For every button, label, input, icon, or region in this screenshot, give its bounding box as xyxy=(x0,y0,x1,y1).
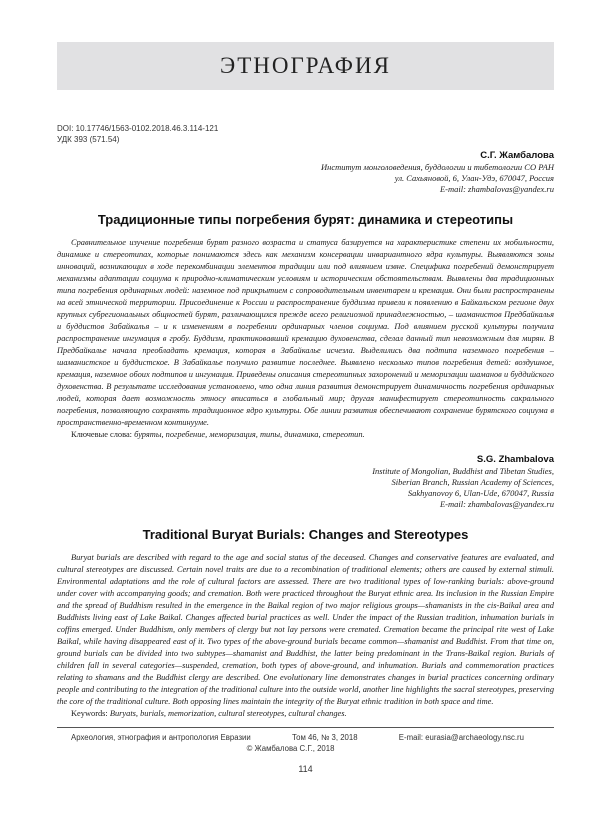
keywords-ru-list: буряты, погребение, меморизация, типы, динамика, стереотип. xyxy=(134,430,365,439)
author-name-en: S.G. Zhambalova xyxy=(476,454,554,465)
author-block-en xyxy=(57,454,554,510)
abstract-ru: Сравнительное изучение погребения бурят разного возраста и статуса базируется на характеристике степени их мобильности, динамике и стереотипах, которые понимаются здесь как механизм консервации инвариантного ядра культуры. Выявляются зоны инноваций, возникающих в ходе перекомбинации элементов традиции или под влиянием извне. Специфика погребений демонстрирует механизмы адаптации социума к природно-климатическим условиям и историческим обстоятельствам. Выявлены два традиционных типа погребения ординарных людей: наземное под прикрытием с сопроводительным инвентарем и кремация. Они были распространены на всей этнической территории. Присоединение к России и распространение буддизма привели к появлению в Байкальском регионе двух крупных субрегиональных общностей бурят, различающихся прежде всего религиозной принадлежностью, – шаманистов Предбайкалья и буддистов Забайкалья – и к изменениям в погребении ординарных членов социума. Под влиянием русской культуры получила распространение ингумация в гробу. Буддизм, практиковавший кремацию духовенства, сделал данный тип невозможным для мирян. В Предбайкалье начала преобладать кремация, которая в Забайкалье исчезла. Выделились два подтипа наземного погребения – шаманистское и буддистское. В Забайкалье получило развитие последнее. Выявлено несколько типов погребения детей: воздушное, кремация, наземное обоих подтипов и ингумация. Приведены описания стереотипных захоронений и меморизации шаманов и буддийского духовенства. В результате исследования установлено, что одна линия развития демонстрирует динамичность погребения ординарных людей, которая дает возможность этносу вписаться в глобальный мир; другая манифестирует стереотипность сакрального погребения, позволяющую сохранять традиционное ядро культуры. Обе линии развития обеспечивают сохранение бурятского социума в пространственно-временном континууме. xyxy=(57,238,554,427)
author-email-en: E-mail: zhambalovas@yandex.ru xyxy=(439,499,554,509)
affiliation-en-line-3: Sakhyanovoy 6, Ulan-Ude, 670047, Russia xyxy=(407,488,554,498)
affiliation-ru-line-2: ул. Сахьяновой, 6, Улан-Удэ, 670047, Россия xyxy=(394,173,554,183)
section-banner-label: ЭТНОГРАФИЯ xyxy=(220,53,391,78)
footer-journal-title: Археология, этнография и антропология Евразии xyxy=(71,733,251,742)
keywords-en-label: Keywords: xyxy=(71,709,108,718)
author-block-ru xyxy=(57,150,554,195)
footer-journal-line xyxy=(57,732,554,743)
author-name-ru: С.Г. Жамбалова xyxy=(480,150,554,161)
keywords-en-list: Buryats, burials, memorization, cultural stereotypes, cultural changes. xyxy=(109,709,347,718)
affiliation-en-line-2: Siberian Branch, Russian Academy of Sciences, xyxy=(391,477,554,487)
abstract-en: Buryat burials are described with regard to the age and social status of the deceased. Changes and conservative features are evaluated, and cultural stereotypes are discussed. Certain novel traits are due to a recombination of traditional elements; others are caused by external stimuli. Environmental adaptations and the role of cultural factors are assessed. There are two traditional types of low-ranking burials: above-ground under cover with accompanying goods; and cremation. Both were practiced throughout the Buryat ethnic area. Its inclusion in the Russian Empire and the spread of Buddhism resulted in the emergence in the Baikal region of two major religious groups—shamanists in the cis-Baikal area and Buddhists living east of Lake Baikal. Changes affected burial practices as well. Under the impact of the Russian tradition, inhumation burials in coffins emerged. Under Buddhism, only members of clergy but not lay persons were cremated. Cremation became the principal rite west of Lake Baikal, while having disappeared east of it. Two types of the above-ground burials became common—shamanist and Buddhist. From that time on, ground burials can be divided into two subtypes—shamanist and Buddhist, the latter being predominant in the Trans-Baikal region. Burials of children fall in several categories—suspended, cremation, both types of above-ground, and inhumation. Burials and commemoration practices relating to shamans and the Buddhist clergy are described. One evolutionary line demonstrates changes in burial practices concerning ordinary people and contributing to the integration of the traditional culture into the outside world, another line highlights the sacral stereotypes, preserving the core of the traditional culture. Both opposing lines maintain the integrity of the Buryat ethnic tradition in both space and time. xyxy=(57,553,554,706)
page-content xyxy=(57,42,554,774)
keywords-ru-label: Ключевые слова: xyxy=(71,430,132,439)
keywords-ru xyxy=(57,429,554,441)
footer-divider xyxy=(57,727,554,728)
page-number: 114 xyxy=(298,764,313,774)
footer-issue: Том 46, № 3, 2018 xyxy=(291,733,358,742)
affiliation-ru-line-1: Институт монголоведения, буддологии и тибетологии СО РАН xyxy=(320,162,554,172)
udk-line: УДК 393 (571.54) xyxy=(57,135,120,144)
keywords-en xyxy=(57,708,554,720)
author-email-ru: E-mail: zhambalovas@yandex.ru xyxy=(439,184,554,194)
footer-email: E-mail: eurasia@archaeology.nsc.ru xyxy=(398,733,524,742)
doi-line: DOI: 10.17746/1563-0102.2018.46.3.114-121 xyxy=(57,124,219,133)
article-title-en: Traditional Buryat Burials: Changes and Stereotypes xyxy=(142,527,469,542)
article-meta xyxy=(57,123,554,145)
article-title-ru: Традиционные типы погребения бурят: динамика и стереотипы xyxy=(97,212,514,227)
affiliation-en-line-1: Institute of Mongolian, Buddhist and Tibetan Studies, xyxy=(372,466,554,476)
section-banner xyxy=(57,42,554,90)
footer-copyright: © Жамбалова С.Г., 2018 xyxy=(246,744,335,753)
